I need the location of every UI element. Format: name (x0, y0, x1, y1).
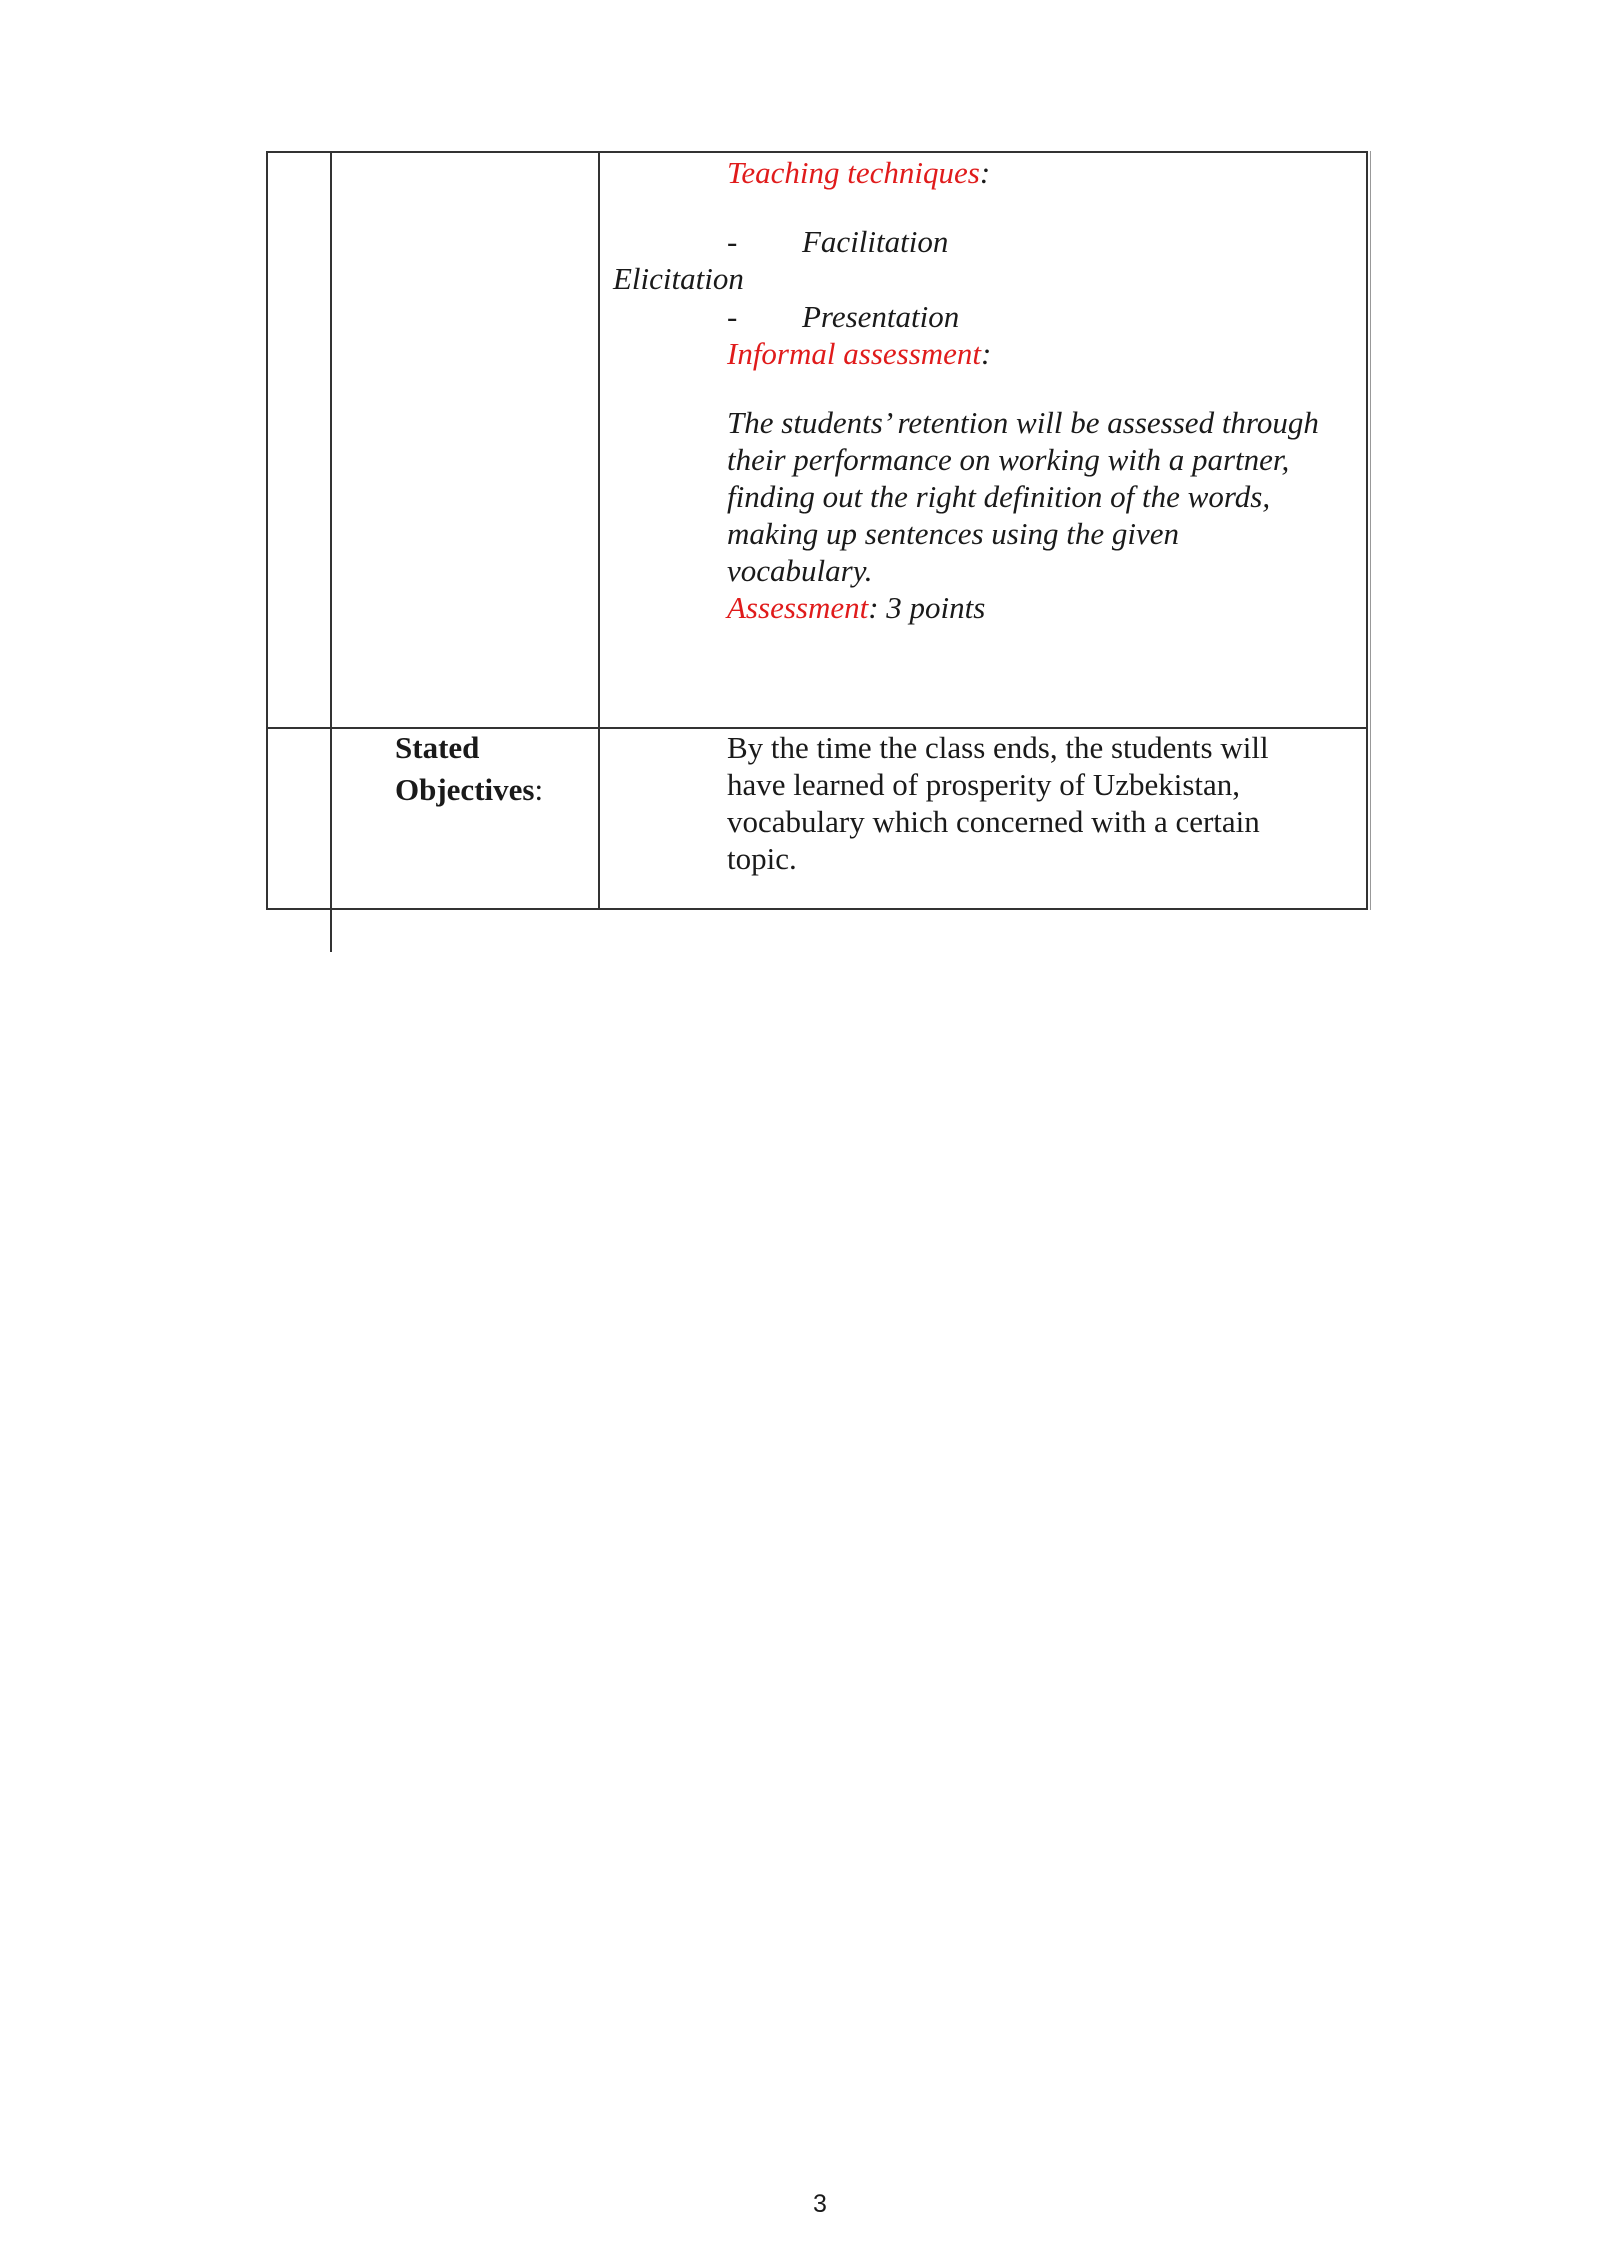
assessment-label: Assessment (727, 590, 869, 625)
objective-text-line: topic. (727, 841, 797, 876)
informal-text-line: finding out the right definition of the words, (727, 479, 1271, 514)
stated-label-line2 (395, 771, 543, 808)
informal-text-line: their performance on working with a partner, (727, 442, 1290, 477)
informal-assessment-label: Informal assessment (727, 336, 982, 371)
table-right-shadow (1370, 151, 1371, 910)
stated-label-line1: Stated (395, 730, 480, 765)
table-top-border (266, 151, 1368, 153)
technique-label-3: Presentation (802, 299, 960, 334)
assessment-line (727, 589, 985, 626)
teaching-techniques-heading (727, 154, 990, 191)
informal-text-line: vocabulary. (727, 553, 873, 588)
informal-text-line: The students’ retention will be assessed through (727, 405, 1319, 440)
teaching-techniques-label: Teaching techniques (727, 155, 980, 190)
objective-text-line: have learned of prosperity of Uzbekistan, (727, 767, 1241, 802)
page-number: 3 (813, 2190, 827, 2218)
objectives-label: Objectives (395, 772, 535, 807)
table-bottom-border (266, 908, 1368, 910)
bullet-dash: - (727, 299, 738, 334)
table-right-border (1366, 151, 1368, 910)
technique-item-1 (727, 223, 737, 260)
column-divider (598, 151, 600, 910)
objective-text-line: By the time the class ends, the students will (727, 730, 1269, 765)
assessment-value: : 3 points (868, 590, 986, 625)
objectives-colon: : (534, 772, 544, 807)
informal-assessment-heading (727, 335, 991, 372)
heading-colon: : (979, 155, 991, 190)
inner-left-divider (330, 151, 332, 952)
objective-text-line: vocabulary which concerned with a certain (727, 804, 1260, 839)
technique-item-3 (727, 298, 737, 335)
informal-text-line: making up sentences using the given (727, 516, 1179, 551)
technique-label-1: Facilitation (802, 224, 949, 259)
table-left-border (266, 151, 268, 910)
bullet-dash: - (727, 224, 738, 259)
heading-colon: : (981, 336, 992, 371)
technique-label-2: Elicitation (613, 261, 744, 296)
